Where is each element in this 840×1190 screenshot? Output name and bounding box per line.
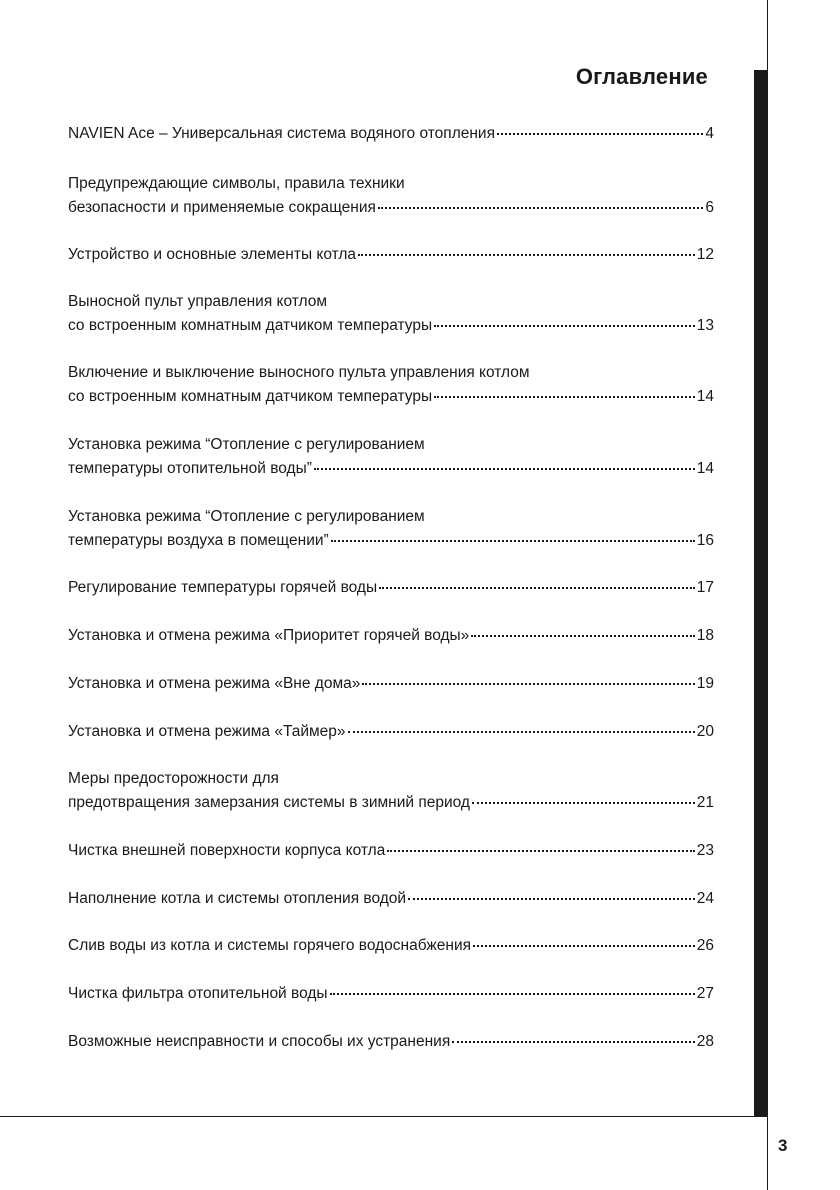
toc-dot-leader (387, 849, 694, 852)
toc-entry-row (68, 122, 714, 146)
toc-page-number: 6 (705, 199, 714, 216)
toc-page-number: 19 (696, 675, 714, 692)
toc-entry-title-line: температуры отопительной воды” (68, 460, 312, 477)
toc-page-number: 21 (696, 794, 714, 811)
toc-entry-title-line: Чистка внешней поверхности корпуса котла (68, 842, 386, 859)
toc-entry-title-line: предотвращения замерзания системы в зимний период (68, 794, 470, 811)
toc-entry-title-line: Установка режима “Отопление с регулированием (68, 436, 425, 453)
toc-entry-title-line: Установка режима “Отопление с регулированием (68, 508, 425, 525)
toc-entry-title-line: Установка и отмена режима «Таймер» (68, 723, 346, 740)
toc-dot-leader (434, 395, 695, 398)
toc-entry-row (68, 624, 714, 648)
toc-entry-row (68, 385, 714, 409)
toc-page-number: 24 (696, 890, 714, 907)
toc-dot-leader (314, 467, 695, 470)
toc-page-number: 28 (696, 1033, 714, 1050)
toc-entry-row (68, 243, 714, 267)
toc-entry-row (68, 196, 714, 220)
toc-page-number: 26 (696, 937, 714, 954)
toc-entry[interactable] (68, 505, 714, 553)
toc-dot-leader (472, 801, 695, 804)
toc-entry-row (68, 1030, 714, 1054)
toc-entry[interactable] (68, 839, 714, 863)
toc-dot-leader (473, 944, 695, 947)
toc-entry[interactable] (68, 290, 714, 338)
toc-entry-title-line: температуры воздуха в помещении” (68, 532, 329, 549)
toc-page-number: 4 (705, 125, 714, 142)
toc-entry-row (68, 314, 714, 338)
toc-dot-leader (362, 682, 694, 685)
toc-entry-title-line: Установка и отмена режима «Вне дома» (68, 675, 361, 692)
toc-page-number: 17 (696, 579, 714, 596)
toc-dot-leader (358, 253, 695, 256)
toc-entry-row (68, 934, 714, 958)
toc-entry-row (68, 529, 714, 553)
toc-entry[interactable] (68, 1030, 714, 1054)
toc-entry[interactable] (68, 672, 714, 696)
toc-entry-row (68, 887, 714, 911)
toc-entry-row (68, 576, 714, 600)
toc-dot-leader (379, 586, 695, 589)
toc-dot-leader (330, 992, 695, 995)
toc-entry[interactable] (68, 982, 714, 1006)
toc-page-number: 14 (696, 460, 714, 477)
toc-entry[interactable] (68, 934, 714, 958)
toc-entry[interactable] (68, 887, 714, 911)
toc-entry-title-line: NAVIEN Ace – Универсальная система водяного отопления (68, 125, 495, 142)
toc-page-number: 23 (696, 842, 714, 859)
toc-page-number: 12 (696, 246, 714, 263)
toc-dot-leader (348, 730, 695, 733)
toc-dot-leader (378, 206, 703, 209)
toc-dot-leader (408, 897, 695, 900)
toc-dot-leader (471, 634, 694, 637)
toc-dot-leader (497, 132, 703, 135)
toc-entry-title-line: Установка и отмена режима «Приоритет горячей воды» (68, 627, 470, 644)
toc-entry[interactable] (68, 361, 714, 409)
page-title: Оглавление (575, 64, 708, 89)
toc-entry-row (68, 672, 714, 696)
page-number: 3 (778, 1136, 788, 1155)
toc-entry-title-line: со встроенным комнатным датчиком температуры (68, 317, 433, 334)
toc-page-number: 18 (696, 627, 714, 644)
toc-dot-leader (331, 539, 695, 542)
toc-entry-title-line: Меры предосторожности для (68, 770, 279, 787)
toc-page-number: 20 (696, 723, 714, 740)
toc-entry[interactable] (68, 576, 714, 600)
toc-entry-row (68, 720, 714, 744)
toc-entry-title-line: Предупреждающие символы, правила техники (68, 175, 405, 192)
toc-entry[interactable] (68, 720, 714, 744)
toc-entry-row (68, 791, 714, 815)
side-bar (754, 70, 768, 1116)
toc-entry-title-line: Чистка фильтра отопительной воды (68, 985, 328, 1002)
toc-entry-title-line: Устройство и основные элементы котла (68, 246, 357, 263)
toc-entry[interactable] (68, 243, 714, 267)
toc-entry[interactable] (68, 433, 714, 481)
toc-page-number: 16 (696, 532, 714, 549)
toc-page-number: 13 (696, 317, 714, 334)
toc-entry-title-line: Слив воды из котла и системы горячего водоснабжения (68, 937, 472, 954)
toc-entry-row (68, 839, 714, 863)
toc-entry-title-line: Наполнение котла и системы отопления водой (68, 890, 407, 907)
toc-page-number: 27 (696, 985, 714, 1002)
toc-entry-title-line: Возможные неисправности и способы их устранения (68, 1033, 451, 1050)
toc-entry[interactable] (68, 122, 714, 146)
toc-entry-title-line: Регулирование температуры горячей воды (68, 579, 378, 596)
toc-entry-title-line: Выносной пульт управления котлом (68, 293, 328, 310)
footer-rule (0, 1116, 768, 1117)
toc-entry[interactable] (68, 767, 714, 815)
toc-entry-title-line: со встроенным комнатным датчиком температуры (68, 388, 433, 405)
toc-entry-row (68, 457, 714, 481)
toc-dot-leader (434, 324, 695, 327)
toc-dot-leader (452, 1040, 695, 1043)
toc-entry-row (68, 982, 714, 1006)
toc-entry[interactable] (68, 172, 714, 220)
toc-entry-title-line: Включение и выключение выносного пульта управления котлом (68, 364, 530, 381)
toc-entry[interactable] (68, 624, 714, 648)
toc-entry-title-line: безопасности и применяемые сокращения (68, 199, 376, 216)
toc-page-number: 14 (696, 388, 714, 405)
